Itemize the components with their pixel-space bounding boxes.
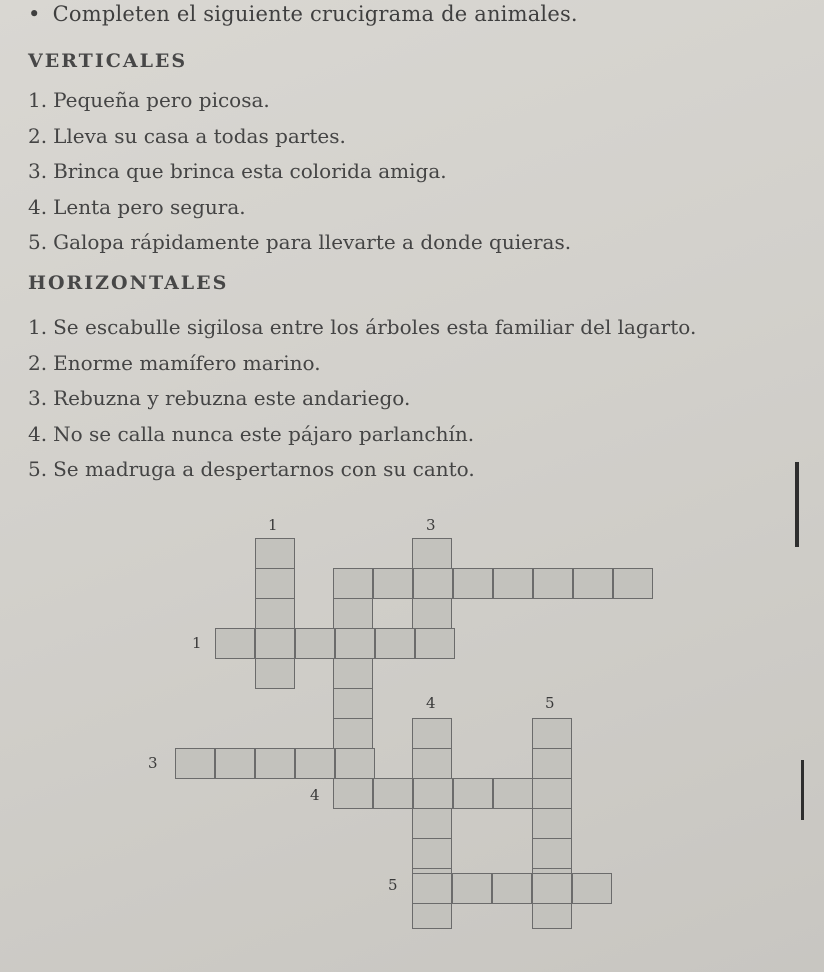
crossword-cell[interactable]: [613, 568, 653, 599]
crossword-cell[interactable]: [333, 598, 373, 629]
crossword-cell[interactable]: [412, 873, 452, 904]
crossword-cell[interactable]: [493, 778, 533, 809]
crossword-cell[interactable]: [175, 748, 215, 779]
crossword-cell[interactable]: [412, 748, 452, 779]
crossword-cell[interactable]: [412, 538, 452, 569]
clue-text: Se escabulle sigilosa entre los árboles esta familiar del lagarto.: [53, 315, 697, 339]
vertical-4-number: 4: [426, 694, 436, 712]
crossword-cell[interactable]: [412, 718, 452, 749]
crossword-cell[interactable]: [215, 748, 255, 779]
crossword-cell[interactable]: [413, 778, 453, 809]
clue-text: Enorme mamífero marino.: [53, 350, 321, 375]
horizontal-1-number: 1: [192, 634, 202, 652]
clue-text: Lenta pero segura.: [53, 194, 246, 219]
crossword-cell[interactable]: [255, 538, 295, 569]
clue-number: 3.: [28, 159, 48, 183]
horizontal-4-number: 4: [310, 786, 320, 804]
crossword-cell[interactable]: [255, 748, 295, 779]
clue-number: 3.: [28, 386, 48, 410]
page-edge-mark: [795, 462, 799, 547]
clue-text: Brinca que brinca esta colorida amiga.: [53, 159, 447, 183]
crossword-cell[interactable]: [532, 808, 572, 839]
crossword-cell[interactable]: [532, 838, 572, 869]
instruction-text: Completen el siguiente crucigrama de animales.: [52, 2, 578, 26]
clue-number: 1.: [28, 88, 48, 112]
crossword-cell[interactable]: [333, 718, 373, 749]
crossword-cell[interactable]: [412, 598, 452, 629]
clue-text: Pequeña pero picosa.: [53, 88, 270, 112]
crossword-cell[interactable]: [333, 658, 373, 689]
vertical-3-number: 3: [426, 516, 436, 534]
crossword-cell[interactable]: [295, 628, 335, 659]
crossword-cell[interactable]: [333, 688, 373, 719]
crossword-cell[interactable]: [412, 808, 452, 839]
clue-number: 4.: [28, 421, 48, 446]
crossword-cell[interactable]: [255, 598, 295, 629]
clue-number: 5.: [28, 457, 48, 481]
horizontal-3-number: 3: [148, 754, 158, 772]
horizontal-5-number: 5: [388, 876, 398, 894]
clue-number: 1.: [28, 315, 48, 339]
clue-text: No se calla nunca este pájaro parlanchín.: [53, 421, 475, 446]
crossword-cell[interactable]: [453, 778, 493, 809]
crossword-cell[interactable]: [573, 568, 613, 599]
crossword-cell[interactable]: [255, 568, 295, 599]
crossword-cell[interactable]: [373, 568, 413, 599]
crossword-cell[interactable]: [452, 873, 492, 904]
clue-number: 5.: [28, 230, 48, 254]
clue-text: Lleva su casa a todas partes.: [53, 123, 346, 148]
crossword-cell[interactable]: [373, 778, 413, 809]
crossword-cell[interactable]: [532, 873, 572, 904]
crossword-cell[interactable]: [415, 628, 455, 659]
clue-text: Se madruga a despertarnos con su canto.: [53, 457, 475, 481]
clue-number: 2.: [28, 123, 48, 148]
crossword-cell[interactable]: [453, 568, 493, 599]
crossword-cell[interactable]: [493, 568, 533, 599]
page-edge-mark: [801, 760, 804, 820]
crossword-cell[interactable]: [255, 628, 295, 659]
vertical-5-number: 5: [545, 694, 555, 712]
clue-text: Galopa rápidamente para llevarte a donde quieras.: [53, 230, 572, 254]
crossword-cell[interactable]: [533, 568, 573, 599]
crossword-cell[interactable]: [412, 838, 452, 869]
vertical-1-number: 1: [268, 516, 278, 534]
crossword-cell[interactable]: [333, 568, 373, 599]
clue-number: 2.: [28, 350, 48, 375]
crossword-cell[interactable]: [375, 628, 415, 659]
bullet-icon: •: [28, 2, 41, 26]
crossword-cell[interactable]: [255, 658, 295, 689]
crossword-cell[interactable]: [295, 748, 335, 779]
crossword-cell[interactable]: [532, 778, 572, 809]
crossword-cell[interactable]: [335, 628, 375, 659]
crossword-cell[interactable]: [413, 568, 453, 599]
crossword-cell[interactable]: [532, 718, 572, 749]
crossword-cell[interactable]: [333, 778, 373, 809]
verticales-heading: VERTICALES: [28, 50, 188, 72]
crossword-cell[interactable]: [532, 748, 572, 779]
clue-text: Rebuzna y rebuzna este andariego.: [53, 386, 411, 410]
horizontales-heading: HORIZONTALES: [28, 272, 229, 294]
crossword-cell[interactable]: [335, 748, 375, 779]
crossword-cell[interactable]: [215, 628, 255, 659]
clue-number: 4.: [28, 194, 48, 219]
crossword-cell[interactable]: [492, 873, 532, 904]
crossword-cell[interactable]: [572, 873, 612, 904]
